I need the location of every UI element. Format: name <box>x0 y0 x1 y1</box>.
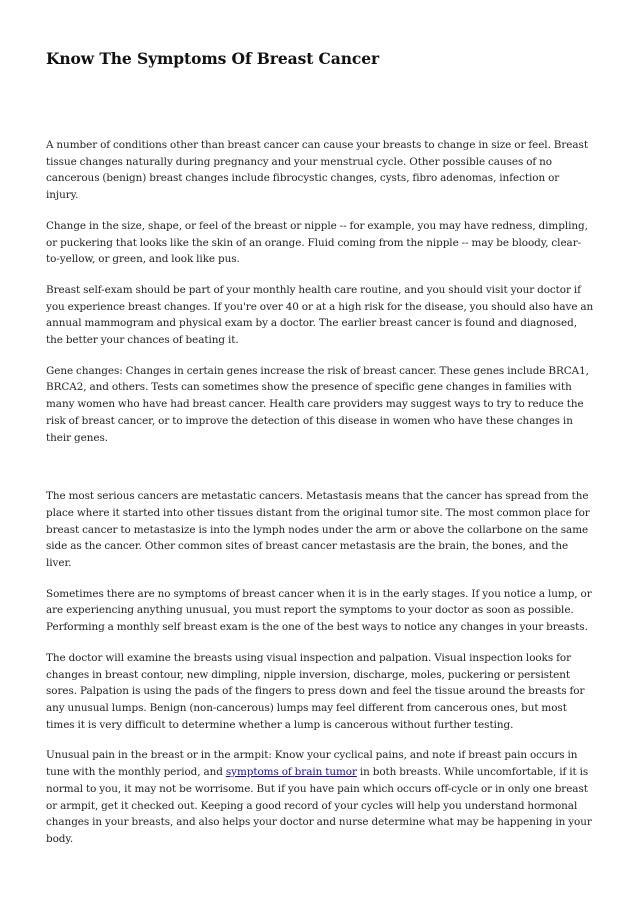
paragraph-self-exam: Breast self-exam should be part of your monthly health care routine, and you should visit your doctor if you experience breast changes. If you're over 40 or at a high risk for the disease, you should also have an annual mammogram and physical exam by a doctor. The earlier breast cancer is found and diagnosed, the better your chances of beating it. <box>46 283 594 347</box>
paragraph-early-stages: Sometimes there are no symptoms of breast cancer when it is in the early stages. If you notice a lump, or are experiencing anything unusual, you must report the symptoms to your doctor as soon as possible. Performing a monthly self breast exam is the one of the best ways to notice any changes in your breasts. <box>46 587 592 634</box>
paragraph-unusual-pain <box>46 747 594 847</box>
paragraph-gene-changes: Gene changes: Changes in certain genes increase the risk of breast cancer. These genes include BRCA1, BRCA2, and others. Tests can sometimes show the presence of specific gene changes in families with many women who have had breast cancer. Health care providers may suggest ways to try to reduce the risk of breast cancer, or to improve the detection of this disease in women who have these changes in their genes. <box>46 364 589 444</box>
paragraph-text-after-link: in both breasts. While uncomfortable, if it is normal to you, it may not be worrisome. But if you have pain which occurs off-cycle or in only one breast or armpit, get it checked out. Keeping a good record of your cycles will help you understand hormonal changes in your breasts, and also helps your doctor and nurse determine what may be happening in your body. <box>46 766 592 845</box>
paragraph-text-before-link: Unusual pain in the breast or in the armpit: Know your cyclical pains, and note if breast pain occurs in tune with the monthly period, and <box>46 749 578 779</box>
section-spacer <box>46 460 594 488</box>
article-body <box>46 137 594 848</box>
paragraph-size-shape-changes: Change in the size, shape, or feel of the breast or nipple -- for example, you may have redness, dimpling, or puckering that looks like the skin of an orange. Fluid coming from the nipple -- may be bloody, clear-to-yellow, or green, and look like pus. <box>46 219 588 266</box>
paragraph-metastatic: The most serious cancers are metastatic cancers. Metastasis means that the cancer has spread from the place where it started into other tissues distant from the original tumor site. The most common place for breast cancer to metastasize is into the lymph nodes under the arm or above the collarbone on the same side as the cancer. Other common sites of breast cancer metastasis are the brain, the bones, and the liver. <box>46 490 590 570</box>
brain-tumor-symptoms-link[interactable]: symptoms of brain tumor <box>225 766 357 779</box>
page-title: Know The Symptoms Of Breast Cancer <box>46 49 380 68</box>
paragraph-examination: The doctor will examine the breasts using visual inspection and palpation. Visual inspection looks for changes in breast contour, new dimpling, nipple inversion, discharge, moles, puckering or persistent sores. Palpation is using the pads of the fingers to press down and feel the tissue around the breasts for any unusual lumps. Benign (non-cancerous) lumps may feel different from cancerous ones, but most times it is very difficult to determine whether a lump is cancerous without further testing. <box>46 651 585 731</box>
paragraph-benign-changes: A number of conditions other than breast cancer can cause your breasts to change in size or feel. Breast tissue changes naturally during pregnancy and your menstrual cycle. Other possible causes of no cancerous (benign) breast changes include fibrocystic changes, cysts, fibro adenomas, infection or injury. <box>46 139 588 202</box>
